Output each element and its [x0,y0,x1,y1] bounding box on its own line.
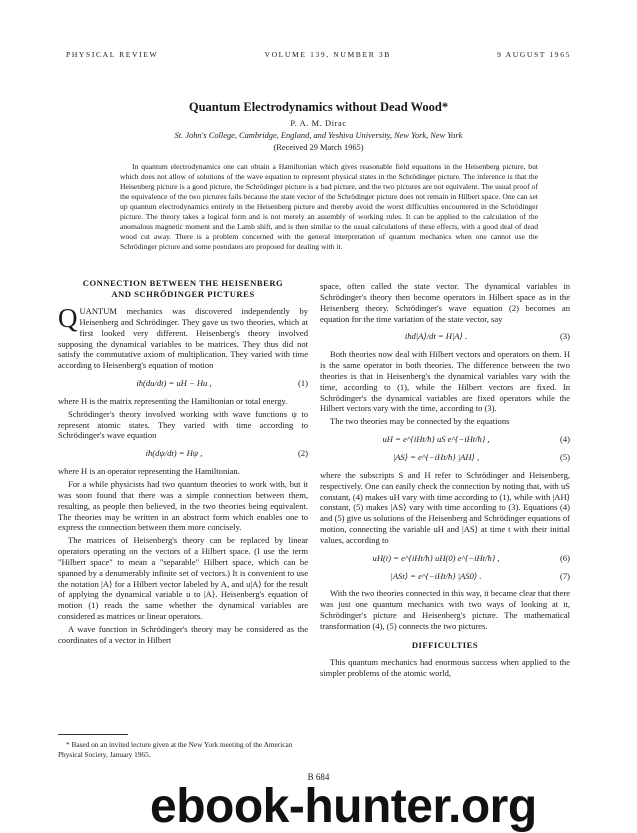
section-heading-line2: AND SCHRÖDINGER PICTURES [111,289,255,299]
paragraph-text: UANTUM mechanics was discovered independently by Heisenberg and Schrödinger. They gave us two theories, which at first looked very different. Heisenberg's theory involved supposing the dynamical variables to be matrices. They thus did not satisfy the commutative axiom of multiplication. They varied with time according to Heisenberg's equation of motion [58,306,308,371]
section-heading-difficulties: DIFFICULTIES [411,639,479,650]
section-heading-line1: CONNECTION BETWEEN THE HEISENBERG [82,278,284,288]
equation-expression: iħ(dψ/dt) = Hψ , [145,448,203,459]
paragraph: where H is an operator representing the Hamiltonian. [58,466,240,477]
equation-number: (2) [298,448,308,459]
equation-1 [58,378,308,389]
footnote-rule [58,734,128,735]
running-head [66,50,571,59]
equation-7 [320,571,570,582]
page-number: B 684 [307,772,330,782]
equation-number: (7) [560,570,570,581]
equation-number: (3) [560,331,570,342]
left-column [58,278,308,648]
equation-number: (4) [560,434,570,445]
equation-expression: iħd|A⟩/dt = H|A⟩ . [404,331,468,342]
equation-3 [320,331,570,342]
equation-number: (5) [560,451,570,462]
drop-cap: Q [58,303,78,333]
paragraph: where H is the matrix representing the Hamiltonian or total energy. [58,395,288,406]
volume-number: VOLUME 139, NUMBER 3B [264,50,391,59]
equation-expression: uH(t) = e^{iHt/ħ} uH(0) e^{−iHt/ħ} , [372,552,500,563]
paper-title: Quantum Electrodynamics without Dead Wood* [188,100,449,114]
paragraph: With the two theories connected in this way, it became clear that there was just one quantum mechanics with two ways of looking at it, Schrödinger's picture and Heisenberg's picture. The mathematical transformation (4), (5) connects the two pictures. [320,588,570,631]
paragraph [58,303,308,371]
paragraph: space, often called the state vector. The dynamical variables in Schrödinger's theory then become operators in Hilbert space as in the Heisenberg theory. Schrödinger's wave equation (2) becomes an equation for the time variation of the state vector, say [320,281,570,324]
paragraph: The matrices of Heisenberg's theory can be replaced by linear operators operating on the vectors of a Hilbert space. (I use the term "Hilbert space" to mean a "separable" Hilbert space, which can be spanned by a denumerably infinite set of vectors.) It is convenient to use the notation |A⟩ for a Hilbert vector labeled by A, and u|A⟩ for the result of applying the dynamical variable u to |A⟩. Heisenberg's equation of motion (1) reads the same whether the dynamical variables are considered as matrices or linear operators. [58,535,308,622]
watermark: ebook-hunter.org [150,780,537,833]
paragraph: For a while physicists had two quantum theories to work with, but it was soon found that there was a simple connection between them, resulting, as people then believed, in the two theories being equivalent. The theories may be written in an abstract form which enables one to express the connection between them more concisely. [58,478,308,533]
paragraph: This quantum mechanics had enormous success when applied to the simpler problems of the atomic world, [320,656,570,678]
equation-number: (6) [560,552,570,563]
equation-6 [320,553,570,564]
journal-name: PHYSICAL REVIEW [66,50,159,59]
right-column [320,281,570,680]
equation-expression: |AS⟩ = e^{−iHt/ħ} |AH⟩ , [392,451,480,462]
footnote: * Based on an invited lecture given at the New York meeting of the American Physical Society, January 1965. [58,740,293,759]
equation-number: (1) [298,378,308,389]
author-affiliation: St. John's College, Cambridge, England, and Yeshiva University, New York, New York [174,131,463,140]
abstract: In quantum electrodynamics one can obtain a Hamiltonian which gives reasonable field equations in the Heisenberg picture, but which does not allow of solutions of the wave equation to represent physical states in the Schrödinger picture. The inference is that the Heisenberg picture is a good picture, the Schrödinger picture is a bad picture, and the two pictures are not equivalent. The usual proof of the equivalence of the two pictures fails because the state vector of the Schrödinger picture does not remain in Hilbert space. One can set up quantum electrodynamics entirely in the Heisenberg picture and thereby avoid the worst difficulties encountered in the Schrödinger picture. The theory takes a logical form and is not merely an assembly of working rules. It can be applied to the calculation of the anomalous magnetic moment and the Lamb shift, and is then similar to the usual calculations of these effects, with a good deal of dead wood cut away. There is a problem concerned with the general interpretation of quantum mechanics when one cannot use the Schrödinger picture and some postulates are proposed for dealing with it. [120,162,538,252]
equation-4 [320,434,570,445]
paragraph: A wave function in Schrödinger's theory may be considered as the coordinates of a vector in Hilbert [58,623,308,645]
issue-date: 9 AUGUST 1965 [497,50,571,59]
section-heading [58,278,308,300]
equation-expression: uH = e^{iHt/ħ} uS e^{−iHt/ħ} , [382,434,490,445]
author-name: P. A. M. Dirac [290,119,347,128]
paragraph: Both theories now deal with Hilbert vectors and operators on them. H is the same operator in both theories. The difference between the two theories is that in Heisenberg's the dynamical variables vary with the time, according to (1), while the Hilbert vectors are fixed. In Schrödinger's the dynamical variables are fixed operators while the Hilbert vectors vary with the time, according to (3). [320,349,570,414]
equation-expression: iħ(du/dt) = uH − Hu , [136,378,212,389]
paragraph: where the subscripts S and H refer to Schrödinger and Heisenberg, respectively. One can easily check the connection by noting that, with uS constant, (4) makes uH vary with time according to (1), while with |AH⟩ constant, (5) makes |AS⟩ vary with time according to (3). Equations (4) and (5) give us solutions of the Heisenberg and Schrödinger equations of motion, connecting the variable uH and |AS⟩ at time t with their initial values, according to [320,469,570,545]
received-date: (Received 29 March 1965) [273,143,364,152]
equation-5 [320,452,570,463]
paragraph: Schrödinger's theory involved working with wave functions ψ to represent atomic states. They varied with time according to Schrödinger's wave equation [58,408,308,441]
equation-expression: |ASt⟩ = e^{−iHt/ħ} |AS0⟩ . [390,570,482,581]
equation-2 [58,448,308,459]
paragraph: The two theories may be connected by the equations [330,416,510,427]
